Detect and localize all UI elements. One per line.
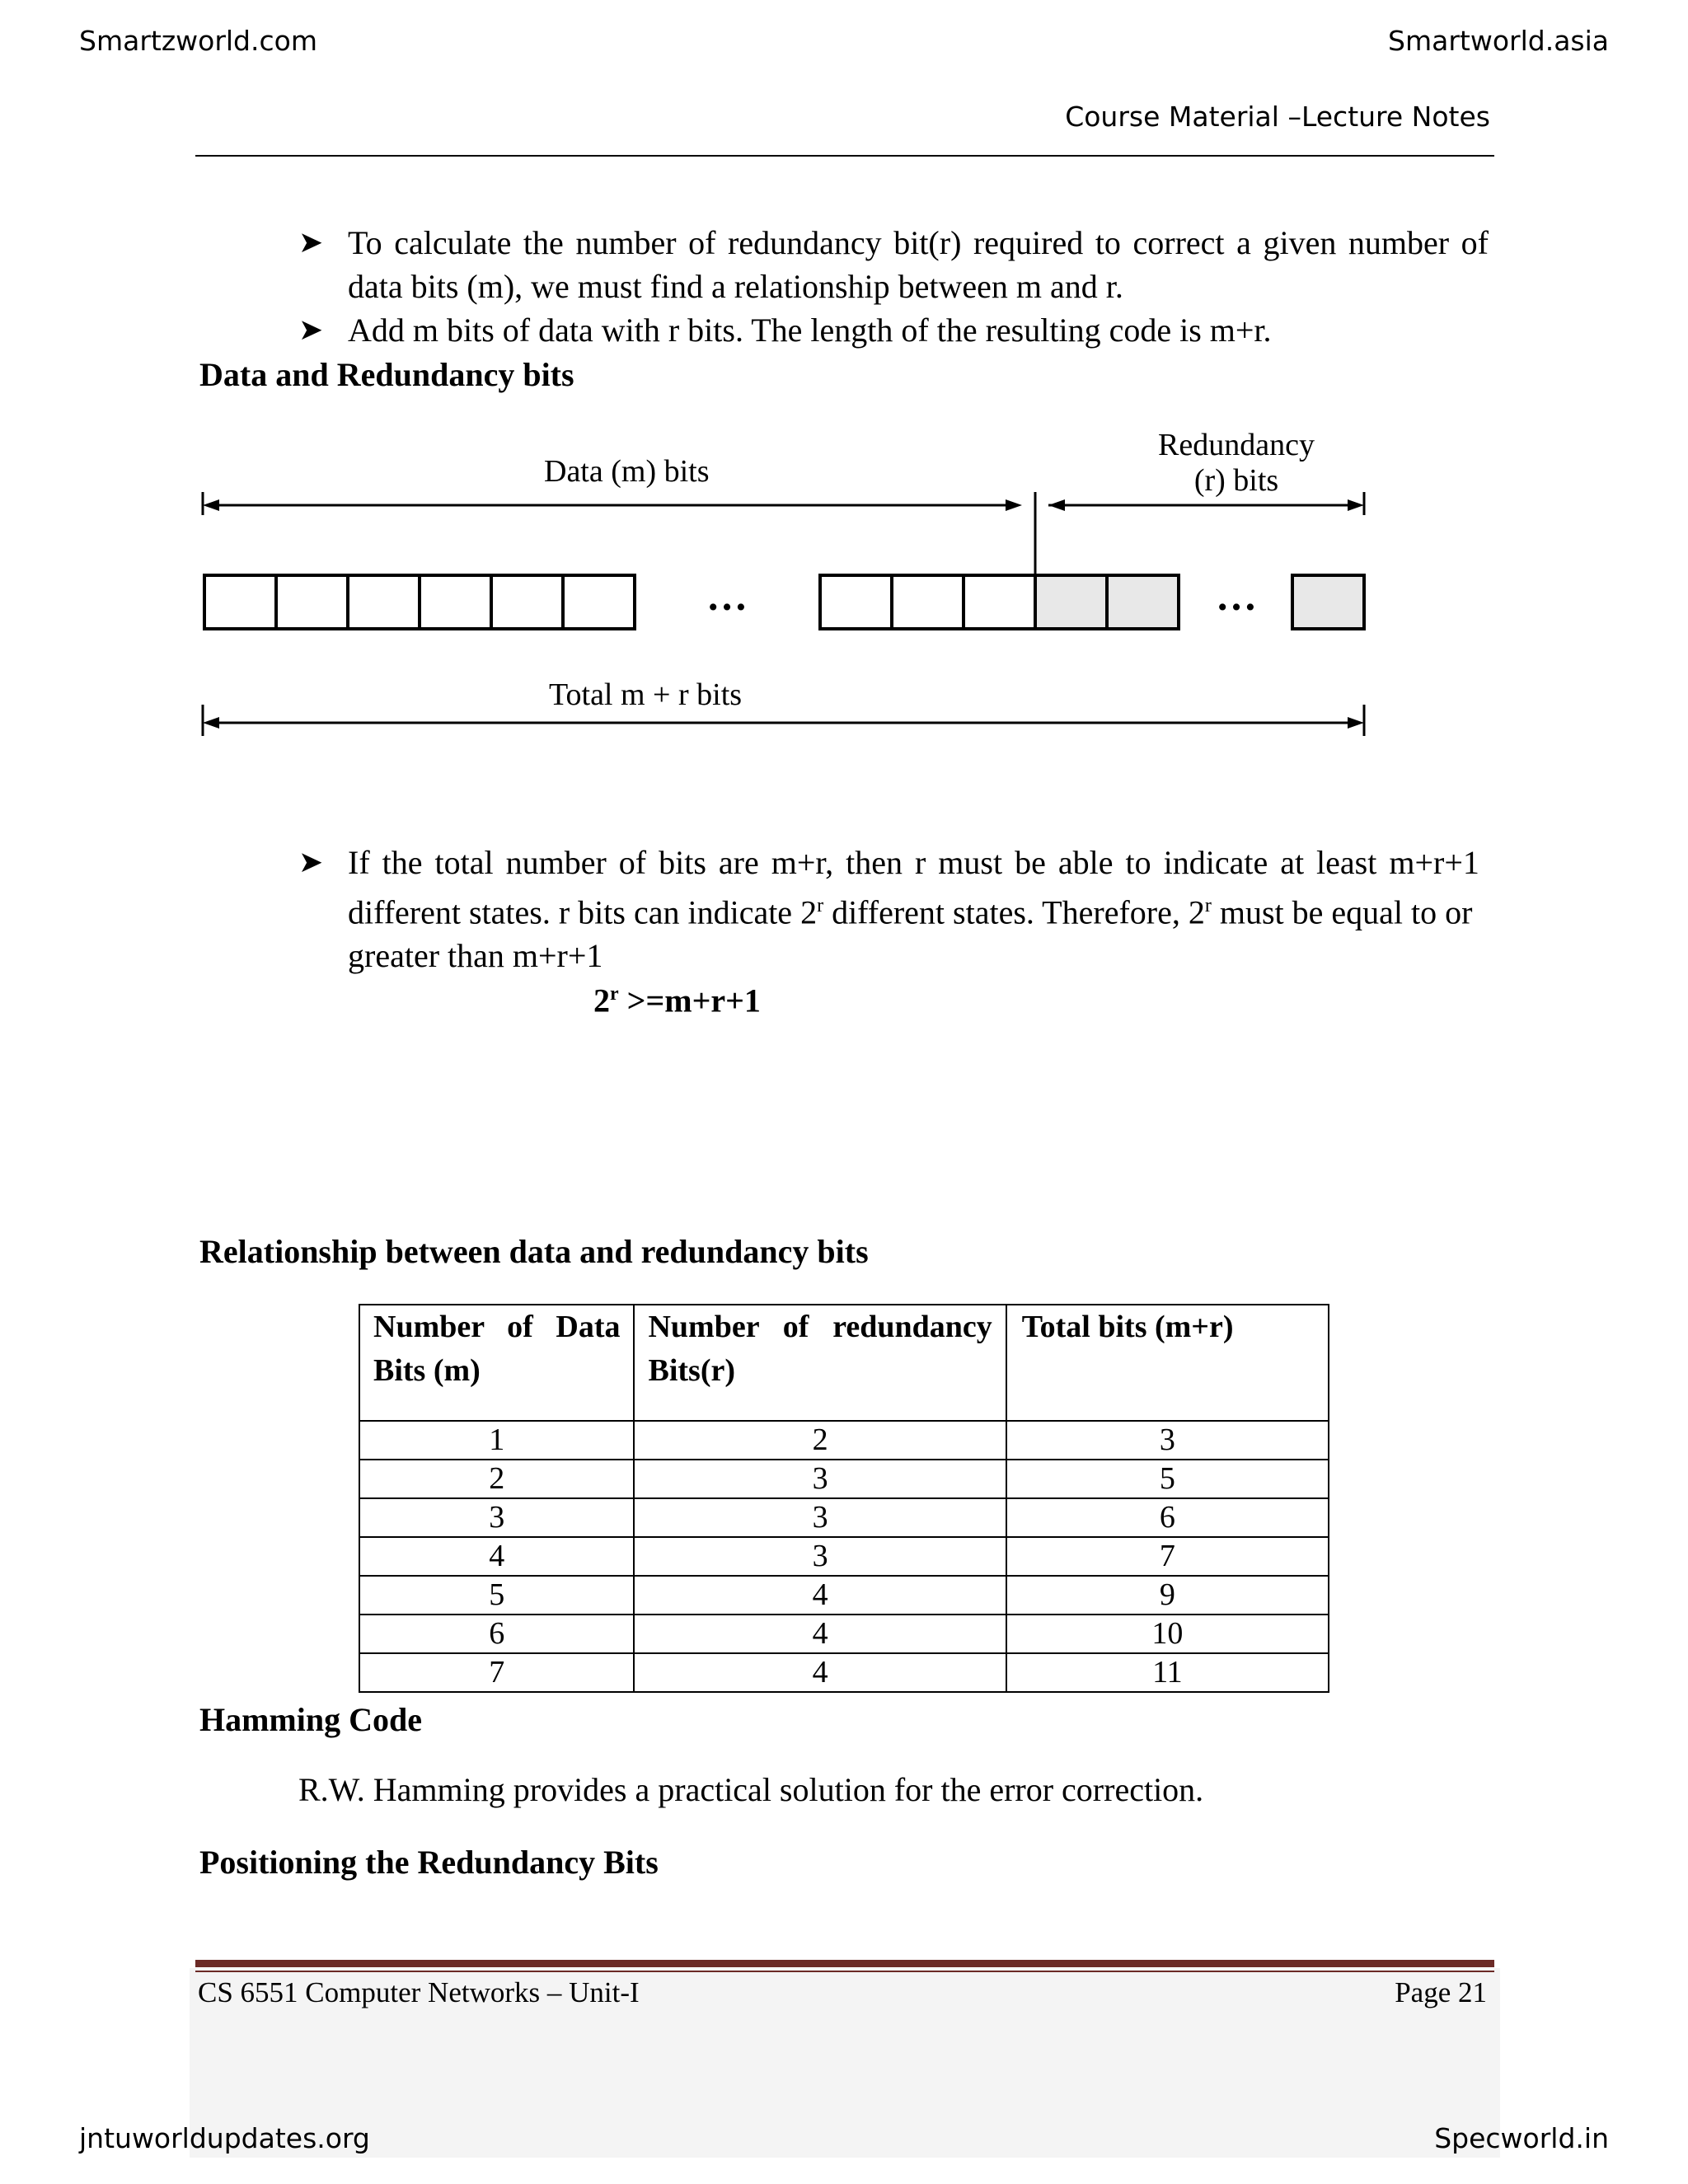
bullet-3-line-1: If the total number of bits are m+r, then r must be able to indicate at least m+r+1 — [348, 844, 1479, 881]
table-cell-total: 7 — [1006, 1537, 1329, 1576]
data-bit-box — [420, 575, 491, 629]
hamming-paragraph: R.W. Hamming provides a practical solution for the error correction. — [298, 1771, 1204, 1808]
footer-rule-thick — [195, 1960, 1494, 1967]
data-bit-box — [892, 575, 964, 629]
diagram-redundancy-sublabel: (r) bits — [1193, 463, 1279, 498]
watermark-top-left: Smartzworld.com — [79, 25, 317, 57]
table-row — [359, 1537, 1329, 1576]
table-cell-m: 4 — [359, 1537, 634, 1576]
page-header-title: Course Material –Lecture Notes — [1065, 101, 1490, 133]
bullet-text: Add m bits of data with r bits. The length of the resulting code is m+r. — [348, 312, 1272, 349]
data-bit-box — [348, 575, 420, 629]
relationship-table — [359, 1304, 1329, 1693]
diagram-ellipsis-data: … — [706, 573, 748, 619]
bullet-3-line-2 — [348, 884, 1489, 934]
header-rule — [195, 155, 1494, 157]
table-cell-m: 5 — [359, 1576, 634, 1615]
diagram-ellipsis-redundancy: … — [1216, 573, 1257, 619]
table-row — [359, 1576, 1329, 1615]
diagram-data-label: Data (m) bits — [544, 454, 710, 489]
section-heading-relationship: Relationship between data and redundancy bits — [199, 1233, 869, 1270]
table-row — [359, 1498, 1329, 1537]
table-cell-m: 6 — [359, 1615, 634, 1653]
table-row — [359, 1460, 1329, 1498]
footer-rule-thin — [195, 1971, 1494, 1972]
watermark-top-right: Smartworld.asia — [1388, 25, 1609, 57]
data-bit-box — [204, 575, 276, 629]
bullet-list-intro — [298, 221, 1489, 352]
table-cell-r: 3 — [634, 1498, 1006, 1537]
data-bit-box — [276, 575, 348, 629]
diagram-total-label: Total m + r bits — [548, 677, 743, 712]
bullet-3-text-c: must be equal to or — [1211, 893, 1473, 931]
section-heading-data-redundancy: Data and Redundancy bits — [199, 356, 574, 393]
data-bit-box — [491, 575, 563, 629]
arrowhead-icon — [1348, 499, 1364, 511]
table-cell-r: 4 — [634, 1576, 1006, 1615]
arrowhead-icon — [203, 717, 219, 729]
bullet-item-3-body — [298, 841, 1489, 977]
diagram-redundancy-label: Redundancy — [1158, 428, 1315, 462]
table-cell-total: 11 — [1006, 1653, 1329, 1692]
arrow-bullet-icon: ➤ — [298, 846, 324, 879]
bullet-item-1 — [298, 221, 1489, 308]
redundancy-bit-box — [1035, 575, 1107, 629]
superscript-r: r — [817, 895, 824, 916]
table-cell-r: 2 — [634, 1421, 1006, 1460]
table-row — [359, 1615, 1329, 1653]
formula-base: 2 — [593, 982, 610, 1019]
superscript-r: r — [1204, 895, 1212, 916]
redundancy-bit-box — [1107, 575, 1179, 629]
bullet-3-text-b: different states. Therefore, 2 — [823, 893, 1205, 931]
arrowhead-icon — [1006, 499, 1022, 511]
table-cell-total: 5 — [1006, 1460, 1329, 1498]
section-heading-hamming: Hamming Code — [199, 1701, 422, 1738]
data-bit-box — [820, 575, 892, 629]
table-header-total-bits: Total bits (m+r) — [1006, 1305, 1329, 1421]
arrow-bullet-icon: ➤ — [298, 313, 324, 346]
data-redundancy-diagram — [190, 412, 1385, 750]
arrow-bullet-icon: ➤ — [298, 226, 324, 259]
table-header-data-bits: Number of Data Bits (m) — [359, 1305, 634, 1421]
formula — [593, 972, 761, 1022]
table-cell-m: 1 — [359, 1421, 634, 1460]
arrowhead-icon — [1048, 499, 1065, 511]
bullet-item-3 — [298, 841, 1489, 977]
footer-page-number: Page 21 — [1395, 1976, 1487, 2008]
formula-superscript: r — [610, 983, 619, 1005]
watermark-bottom-right: Specworld.in — [1434, 2122, 1609, 2154]
redundancy-bit-box — [1292, 575, 1364, 629]
bullet-item-2 — [298, 308, 1489, 352]
footer-course: CS 6551 Computer Networks – Unit-I — [198, 1976, 640, 2008]
arrowhead-icon — [1348, 717, 1364, 729]
bullet-3-text-a: different states. r bits can indicate 2 — [348, 893, 818, 931]
table-row — [359, 1653, 1329, 1692]
table-cell-m: 7 — [359, 1653, 634, 1692]
table-cell-r: 3 — [634, 1460, 1006, 1498]
table-cell-total: 10 — [1006, 1615, 1329, 1653]
table-header-row — [359, 1305, 1329, 1421]
data-bit-box — [563, 575, 635, 629]
table-cell-total: 3 — [1006, 1421, 1329, 1460]
formula-rest: >=m+r+1 — [618, 982, 761, 1019]
table-cell-m: 2 — [359, 1460, 634, 1498]
bullet-text: To calculate the number of redundancy bit(r) required to correct a given number of data bits (m), we must find a relationship between m and r. — [348, 224, 1489, 305]
table-cell-m: 3 — [359, 1498, 634, 1537]
data-bit-box — [964, 575, 1035, 629]
table-header-redundancy-bits: Number of redundancy Bits(r) — [634, 1305, 1006, 1421]
table-cell-r: 4 — [634, 1615, 1006, 1653]
arrowhead-icon — [203, 499, 219, 511]
table-row — [359, 1421, 1329, 1460]
bullet-3-line-3: greater than m+r+1 — [348, 937, 603, 975]
table-cell-total: 6 — [1006, 1498, 1329, 1537]
table-cell-r: 4 — [634, 1653, 1006, 1692]
watermark-bottom-left: jntuworldupdates.org — [79, 2122, 370, 2154]
table-cell-total: 9 — [1006, 1576, 1329, 1615]
table-cell-r: 3 — [634, 1537, 1006, 1576]
section-heading-positioning: Positioning the Redundancy Bits — [199, 1844, 659, 1881]
